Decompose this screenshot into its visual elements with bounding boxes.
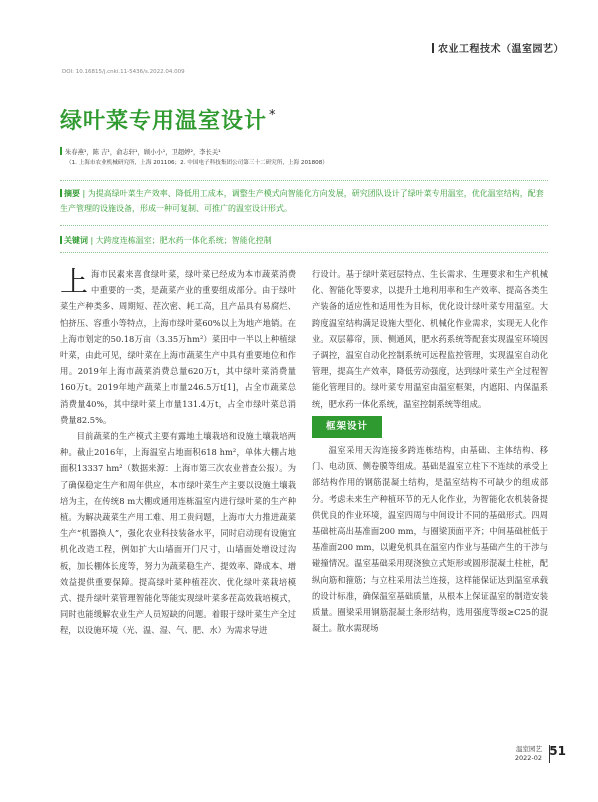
- section-heading: 框架设计: [312, 416, 382, 438]
- keywords-label: 关键词: [64, 236, 88, 245]
- column-left: [60, 266, 296, 736]
- header-divider: [432, 43, 434, 53]
- abstract: 摘要 | 为提高绿叶菜生产效率、降低用工成本，调整生产模式向智能化方向发展，研究团队设计了绿叶菜专用温室，优化温室结构，配套生产管理的设施设备，形成一种可复制、可推广的温室设计形式。: [60, 189, 544, 213]
- abstract-tag: [60, 189, 80, 198]
- paragraph: 温室采用天沟连接多跨连栋结构，由基础、主体结构、移门、电动顶、侧卷膜等组成。基础是温室立柱下不连续的承受上部结构作用的钢筋混凝土结构，是温室结构不可缺少的组成部分。考虑未来生产种植环节的无人化作业，为智能化农机装备提供优良的作业环境，温室四周与中间设计不同的基础形式。四周基础桩高出基准面200 mm，与圈梁顶面平齐；中间基础桩低于基准面200 mm，以避免机具在温室内作业与基础产生的干涉与碰撞情况。温室基础采用现浇独立式矩形或圆形混凝土柱桩，配纵向筋和箍筋；与立柱采用法兰连接，这样能保证达到温室承载的设计标准，确保温室基础质量，从根本上保证温室的制造安装质量。圈梁采用钢筋混凝土条形结构，选用强度等级≥C25的混凝土。散水需现场: [312, 445, 548, 634]
- authors: 朱春燕¹，陈 吉¹，俞志轩¹，顾小小¹，卫超婷²，李长关¹: [65, 149, 221, 156]
- title-footnote-mark: *: [269, 108, 276, 123]
- keywords: 关键词 | 大跨度连栋温室；肥水药一体化系统；智能化控制: [60, 235, 272, 246]
- keywords-tag: [60, 236, 88, 245]
- abstract-text: 为提高绿叶菜生产效率、降低用工成本，调整生产模式向智能化方向发展，研究团队设计了绿叶菜专用温室，优化温室结构，配套生产管理的设施设备，形成一种可复制、可推广的温室设计形式。: [60, 189, 544, 213]
- keywords-text: 大跨度连栋温室；肥水药一体化系统；智能化控制: [95, 236, 272, 245]
- paragraph: 行设计。基于绿叶菜冠层特点、生长需求、生理要求和生产机械化、智能化等要求，以提升土地利用率和生产效率、提高各类生产装备的适应性和适用性为目标，优化设计绿叶菜专用温室。大跨度温室结构满足设施大型化、机械化作业需求，实现无人化作业。双层幕帘，顶、侧通风，肥水药系统等配套实现温室环境因子调控，温室自动化控制系统可远程监控管理，实现温室自动化管理，提高生产效率，降低劳动强度，达到绿叶菜生产全过程智能化管理目的。绿叶菜专用温室由温室框架，内遮阳、内保温系统，肥水药一体化系统，温室控制系统等组成。: [312, 269, 548, 409]
- paragraph-text: 海市民素来喜食绿叶菜，绿叶菜已经成为本市蔬菜消费中重要的一类，是蔬菜产业的重要组成部分。由于绿叶菜生产种类多、周期短、茬次密、耗工高，且产品具有易腐烂、怕挤压、容重小等特点，上海市绿叶菜60%以上为地产地销。在上海市划定的50.18万亩（3.35万hm²）菜田中一半以上种植绿叶菜，由此可见，绿叶菜在上海市蔬菜生产中具有重要地位和作用。2019年上海市蔬菜消费总量620万t，其中绿叶菜消费量160万t。2019年地产蔬菜上市量246.5万t[1]，占全市蔬菜总消费量40%，其中绿叶菜上市量131.4万t，占全市绿叶菜总消费量82.5%。: [60, 269, 296, 425]
- issue-date: 2022-02: [514, 754, 542, 762]
- paragraph: 目前蔬菜的生产模式主要有露地土壤栽培和设施土壤栽培两种。截止2016年，上海温室占地面积618 hm²，单体大棚占地面积13337 hm²（数据来源：上海市第三次农业普查公报）。为了确保稳定生产和周年供应，本市绿叶菜生产主要以设施土壤栽培为主，在传统8 m大棚或通用连栋温室内进行绿叶菜的生产种植。为解决蔬菜生产用工难、用工贵问题，上海市大力推进蔬菜生产“机器换人”，强化农业科技装备水平，同时启动现有设施宜机化改造工程，例如扩大山墙面开门尺寸，山墙面处增设过沟板，加长棚体长度等，努力为蔬菜稳生产、提效率、降成本、增效益提供重要保障。提高绿叶菜种植茬次、优化绿叶菜栽培模式、提升绿叶菜管理智能化等能实现绿叶菜多茬高效栽培模式，同时也能缓解农业生产人员短缺的问题。着眼于绿叶菜生产全过程，以设施环境（光、温、湿、气、肥、水）为需求导进: [60, 431, 296, 636]
- abstract-marker: [60, 189, 62, 197]
- article-title-block: [60, 104, 276, 135]
- paragraph: [60, 266, 296, 428]
- abstract-label: 摘要: [64, 189, 80, 198]
- page-footer: [515, 745, 564, 763]
- author-marker: [60, 147, 62, 155]
- section-name: 农业工程技术（温室园艺）: [438, 44, 564, 55]
- divider: [60, 252, 548, 253]
- doi-line: DOI: 10.16815/j.cnki.11-5436/s.2022.04.009: [62, 69, 185, 75]
- divider: [60, 180, 548, 181]
- article-title: 绿叶菜专用温室设计: [60, 109, 268, 134]
- affiliations: （1. 上海市农业机械研究所，上海 201106；2. 中国电子科技集团公司第三十二研究所，上海 201808）: [66, 160, 328, 166]
- page-number: 51: [549, 744, 566, 758]
- author-line: [60, 147, 221, 156]
- keywords-marker: [60, 236, 62, 244]
- magazine-name: 温室园艺: [516, 745, 542, 753]
- drop-cap: 上: [60, 265, 89, 298]
- divider: [60, 225, 548, 226]
- column-right: [312, 266, 548, 736]
- running-header: [432, 40, 564, 55]
